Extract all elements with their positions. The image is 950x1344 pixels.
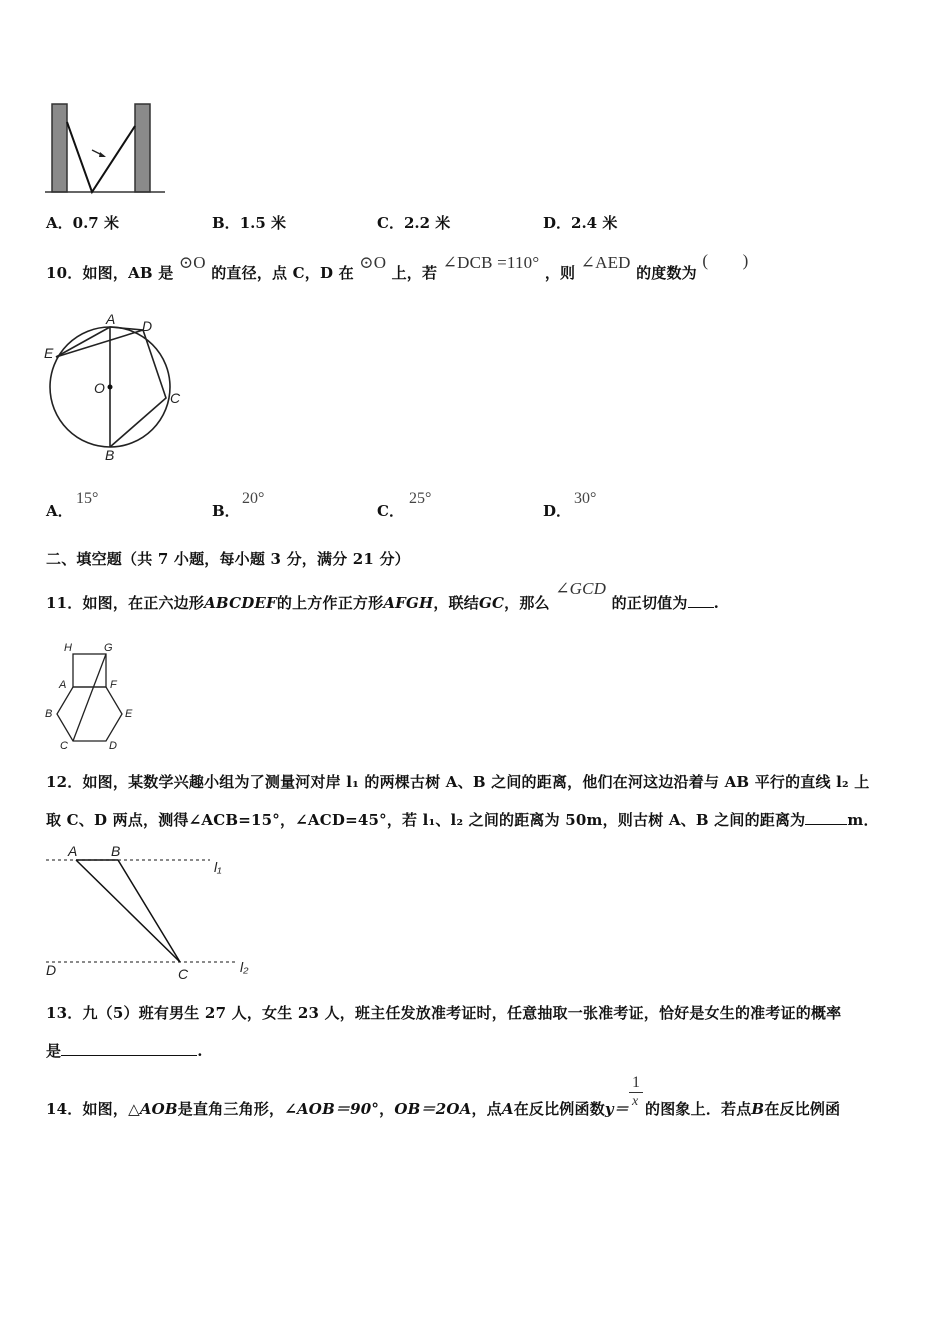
hexagon-abcdef [57,687,122,741]
q9-option-a: A．0.7 米 [46,214,119,232]
label-b: B [105,447,115,463]
label-a: A [59,679,67,691]
label-c: C [170,390,181,406]
q10-option-d-value: 30° [574,490,597,507]
q14-question: 14．如图，△AOB是直角三角形，∠AOB＝90°，OB＝2OA，点A在反比例函数y＝ $\frac{1}{x}$ 的图象上．若点B在反比例函 [46,1074,841,1118]
q10-option-c-value: 25° [409,490,432,507]
section-heading: 二、填空题（共 7 小题，每小题 3 分，满分 21 分） [46,550,410,568]
center-dot [108,385,113,390]
label-h: H [64,642,72,654]
label-d: D [109,740,117,752]
label-c: C [178,966,189,982]
q11-answer-blank[interactable] [688,593,714,608]
q10-circle-figure [38,308,188,463]
label-e: E [44,345,54,361]
label-d: D [142,318,153,334]
q10-option-a: A． [46,502,73,520]
q10-option-a-value: 15° [76,490,99,507]
label-e: E [125,708,133,720]
q11-hexagon-figure [38,638,138,753]
fraction: $\frac{1}{x}$ [629,1100,645,1114]
q9-option-c: C．2.2 米 [377,214,451,232]
label-f: F [110,679,117,691]
q9-ladder-figure [40,98,170,198]
q12-question-line2: 取 C、D 两点，测得∠ACB=15°，∠ACD=45°，若 l₁、l₂ 之间的距离为 50m，则古树 A、B 之间的距离为 m． [46,811,879,829]
label-o: O [94,380,105,396]
q12-river-figure [40,842,265,984]
segment-gc [73,654,106,741]
q12-answer-blank[interactable] [805,810,847,825]
q10-option-b: B． [212,502,240,520]
q9-option-b: B．1.5 米 [212,214,287,232]
label-l2: l₂ [240,959,249,975]
label-l1: l₁ [214,859,222,875]
label-b: B [45,708,53,720]
label-c: C [60,740,68,752]
q10-option-c: C． [377,502,404,520]
q10-option-d: D． [543,502,572,520]
left-wall [52,104,67,192]
arrow-head [99,152,106,157]
q12-question-line1: 12．如图，某数学兴趣小组为了测量河对岸 l₁ 的两棵古树 A、B 之间的距离，他们在河这边沿着与 AB 平行的直线 l₂ 上 [46,773,870,791]
label-a: A [68,843,78,859]
q13-answer-blank[interactable] [61,1041,197,1056]
q13-question-line2: 是 . [46,1042,203,1060]
square-afgh [73,654,106,687]
q13-question-line1: 13．九（5）班有男生 27 人，女生 23 人，班主任发放准考证时，任意抽取一张准考证，恰好是女生的准考证的概率 [46,1004,842,1022]
right-wall [135,104,150,192]
label-a: A [106,311,116,327]
q9-option-d: D．2.4 米 [543,214,618,232]
q10-option-b-value: 20° [242,490,265,507]
label-d: D [46,962,57,978]
label-g: G [104,642,113,654]
q10-question: 10．如图，AB 是 ⊙O 的直径，点 C，D 在 ⊙O 上，若 ∠DCB =110° ，则 ∠AED 的度数为 ( ) [46,251,749,282]
label-b: B [111,843,121,859]
q11-question: 11．如图，在正六边形ABCDEF的上方作正方形AFGH，联结GC，那么 ∠GCD 的正切值为 . [46,579,720,612]
